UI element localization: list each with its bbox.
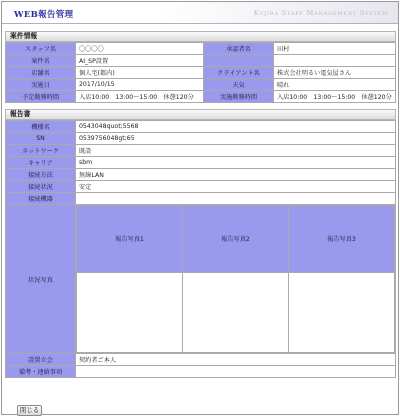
case-label: 天気 xyxy=(204,79,274,91)
photo-header-1: 報告写真1 xyxy=(77,206,183,273)
report-value xyxy=(76,193,396,205)
report-value xyxy=(76,366,396,378)
report-label: SN xyxy=(6,133,76,145)
case-label: 案件名 xyxy=(6,55,76,67)
report-row xyxy=(6,169,396,181)
case-label: 実施勤務時間 xyxy=(204,91,274,103)
report-value: 既設 xyxy=(76,145,396,157)
report-value: 無線LAN xyxy=(76,169,396,181)
case-value: 田村 xyxy=(274,43,396,55)
case-value: 入店10:00 13:00～15:00 休憩120分 xyxy=(274,91,396,103)
report-value: 安定 xyxy=(76,181,396,193)
report-label: 備考・連絡事項 xyxy=(6,366,76,378)
report-row xyxy=(6,121,396,133)
photo-slot-2 xyxy=(183,272,289,352)
case-info-row xyxy=(6,55,396,67)
system-name-logo: Kujira Staff Management System xyxy=(253,9,388,17)
report-window xyxy=(1,1,399,415)
report-row xyxy=(6,193,396,205)
case-value: 株式会社明るい電気屋さん xyxy=(274,67,396,79)
report-value: 0543048quot;5568 xyxy=(76,121,396,133)
report-row xyxy=(6,145,396,157)
photo-slot-3 xyxy=(289,272,395,352)
report-row xyxy=(6,181,396,193)
case-value xyxy=(274,55,396,67)
app-title: WEB報告管理 xyxy=(14,10,74,20)
report-value: 契約者ご本人 xyxy=(76,354,396,366)
report-value: 0539756048gt;65 xyxy=(76,133,396,145)
case-label: 店舗名 xyxy=(6,67,76,79)
report-label: 設置立会 xyxy=(6,354,76,366)
case-value: 晴れ xyxy=(274,79,396,91)
case-info-row xyxy=(6,79,396,91)
report-label: 接続方法 xyxy=(6,169,76,181)
case-value: AI_SP設置 xyxy=(76,55,204,67)
case-label: スタッフ名 xyxy=(6,43,76,55)
case-info-row xyxy=(6,67,396,79)
photo-header-3: 報告写真3 xyxy=(289,206,395,273)
case-label: 予定勤務時間 xyxy=(6,91,76,103)
case-label: クライアント名 xyxy=(204,67,274,79)
report-table xyxy=(5,120,396,205)
case-value: 2017/10/15 xyxy=(76,79,204,91)
case-value: 個人宅(都内) xyxy=(76,67,204,79)
case-value: 〇〇〇〇 xyxy=(76,43,204,55)
case-info-table xyxy=(5,42,396,103)
report-label: ネットワーク xyxy=(6,145,76,157)
report-label: 接続機器 xyxy=(6,193,76,205)
report-section xyxy=(5,109,396,378)
case-label: 実施日 xyxy=(6,79,76,91)
case-info-section xyxy=(5,31,396,103)
report-tail-table xyxy=(5,353,396,378)
report-label: 機種名 xyxy=(6,121,76,133)
photo-header-2: 報告写真2 xyxy=(183,206,289,273)
report-title: 報告書 xyxy=(5,109,396,120)
case-info-row xyxy=(6,43,396,55)
case-info-row xyxy=(6,91,396,103)
case-info-title: 案件情報 xyxy=(5,31,396,42)
photos-area xyxy=(76,205,396,354)
report-label: 接続状況 xyxy=(6,181,76,193)
report-value: sbm xyxy=(76,157,396,169)
report-row xyxy=(6,157,396,169)
photos-label: 状況写真 xyxy=(6,205,76,354)
case-label: 承認者名 xyxy=(204,43,274,55)
report-row xyxy=(6,366,396,378)
case-label xyxy=(204,55,274,67)
case-value: 入店10:00 13:00～15:00 休憩120分 xyxy=(76,91,204,103)
report-row xyxy=(6,354,396,366)
app-header xyxy=(2,2,398,24)
close-button[interactable]: 閉じる xyxy=(17,405,42,416)
report-row xyxy=(6,133,396,145)
report-label: キャリア xyxy=(6,157,76,169)
photo-slot-1 xyxy=(77,272,183,352)
photos-table xyxy=(5,204,396,354)
